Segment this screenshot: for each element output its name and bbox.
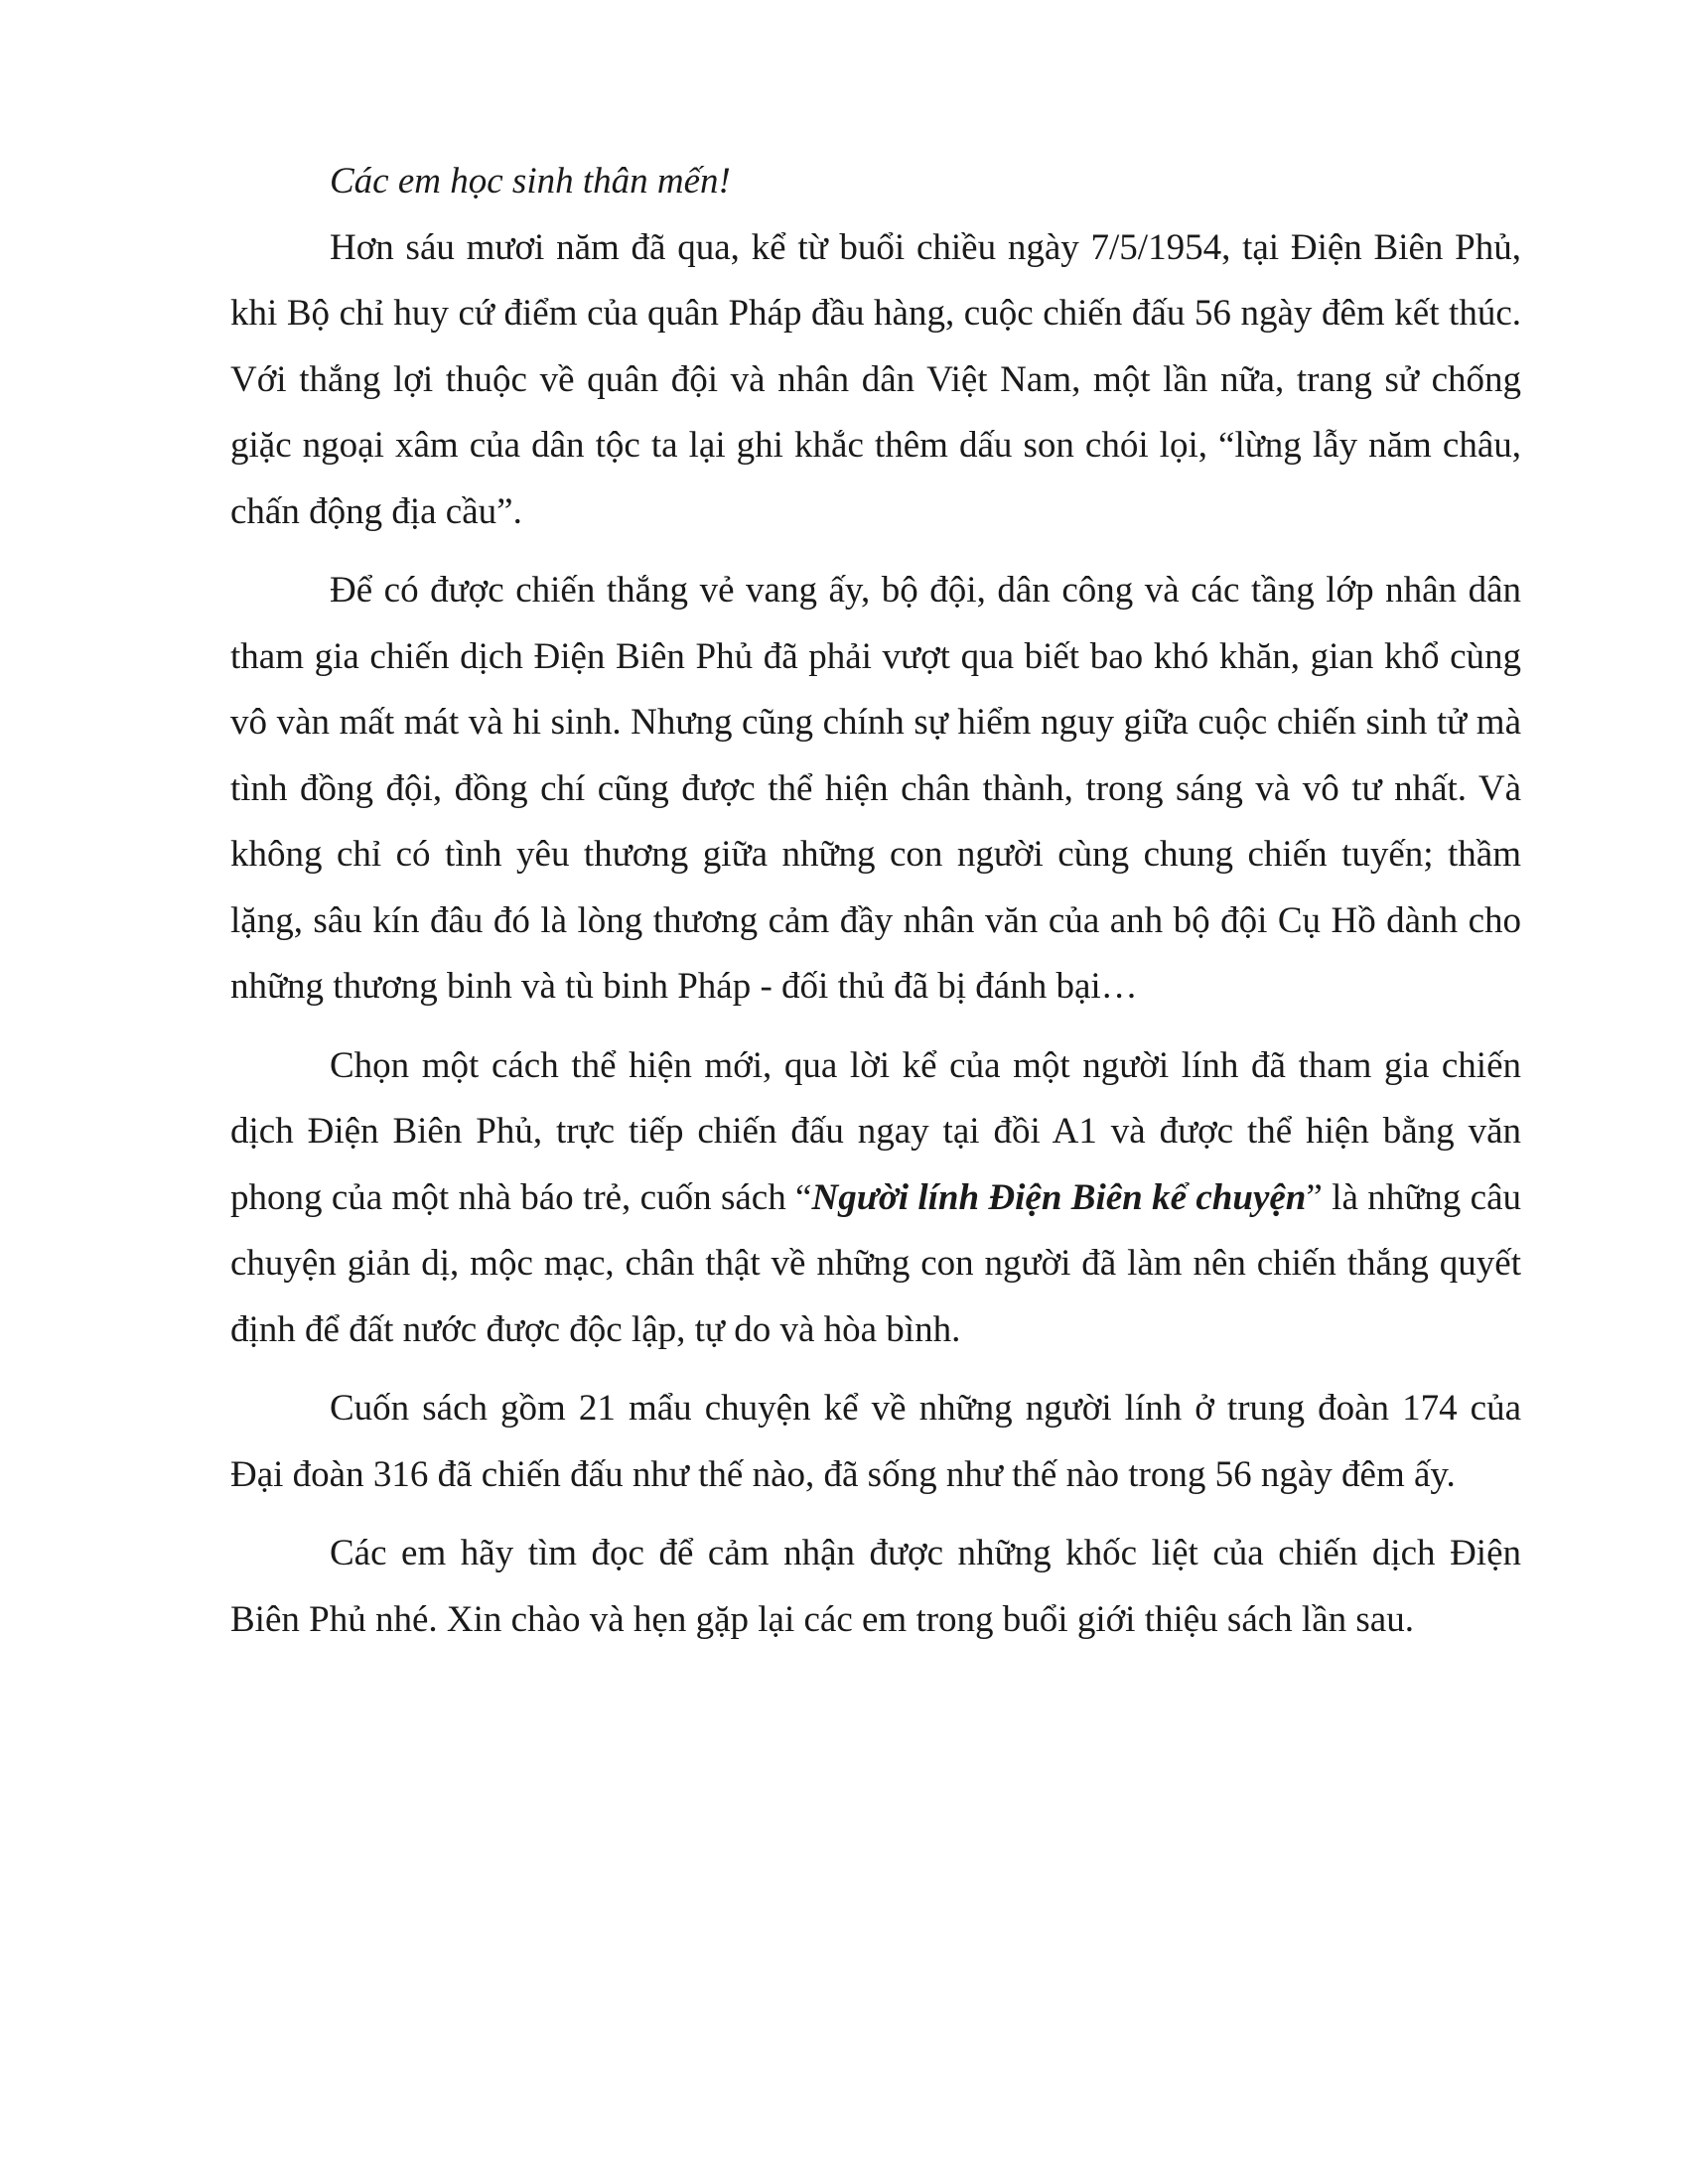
- greeting: Các em học sinh thân mến!: [330, 161, 731, 202]
- paragraph-intro: Hơn sáu mươi năm đã qua, kể từ buổi chiều ngày 7/5/1954, tại Điện Biên Phủ, khi Bộ chỉ huy cứ điểm của quân Pháp đầu hàng, cuộc chiến đấu 56 ngày đêm kết thúc. Với thắng lợi thuộc về quân đội và nhân dân Việt Nam, một lần nữa, trang sử chống giặc ngoại xâm của dân tộc ta lại ghi khắc thêm dấu son chói lọi, “lừng lẫy năm châu, chấn động địa cầu”.: [230, 226, 1521, 532]
- document-body: [230, 149, 1521, 1666]
- paragraph-hardship: Để có được chiến thắng vẻ vang ấy, bộ đội, dân công và các tầng lớp nhân dân tham gia chiến dịch Điện Biên Phủ đã phải vượt qua biết bao khó khăn, gian khổ cùng vô vàn mất mát và hi sinh. Nhưng cũng chính sự hiểm nguy giữa cuộc chiến sinh tử mà tình đồng đội, đồng chí cũng được thể hiện chân thành, trong sáng và vô tư nhất. Và không chỉ có tình yêu thương giữa những con người cùng chung chiến tuyến; thầm lặng, sâu kín đâu đó là lòng thương cảm đầy nhân văn của anh bộ đội Cụ Hồ dành cho những thương binh và tù binh Pháp - đối thủ đã bị đánh bại…: [230, 570, 1521, 1007]
- paragraph-closing: Các em hãy tìm đọc để cảm nhận được những khốc liệt của chiến dịch Điện Biên Phủ nhé. Xin chào và hẹn gặp lại các em trong buổi giới thiệu sách lần sau.: [230, 1533, 1521, 1640]
- paragraph-book-contents: Cuốn sách gồm 21 mẩu chuyện kể về những người lính ở trung đoàn 174 của Đại đoàn 316 đã chiến đấu như thế nào, đã sống như thế nào trong 56 ngày đêm ấy.: [230, 1388, 1521, 1495]
- book-intro-text-after: ” là những câu chuyện giản dị, mộc mạc, chân thật về những con người đã làm nên chiến thắng quyết định để đất nước được độc lập, tự do và hòa bình.: [230, 1176, 1521, 1350]
- book-intro-text-before: Chọn một cách thể hiện mới, qua lời kể của một người lính đã tham gia chiến dịch Điện Biên Phủ, trực tiếp chiến đấu ngay tại đồi A1 và được thể hiện bằng văn phong của một nhà báo trẻ, cuốn sách “: [230, 1044, 1521, 1218]
- book-title: Người lính Điện Biên kể chuyện: [811, 1176, 1307, 1218]
- paragraph-book-intro: [230, 1033, 1521, 1364]
